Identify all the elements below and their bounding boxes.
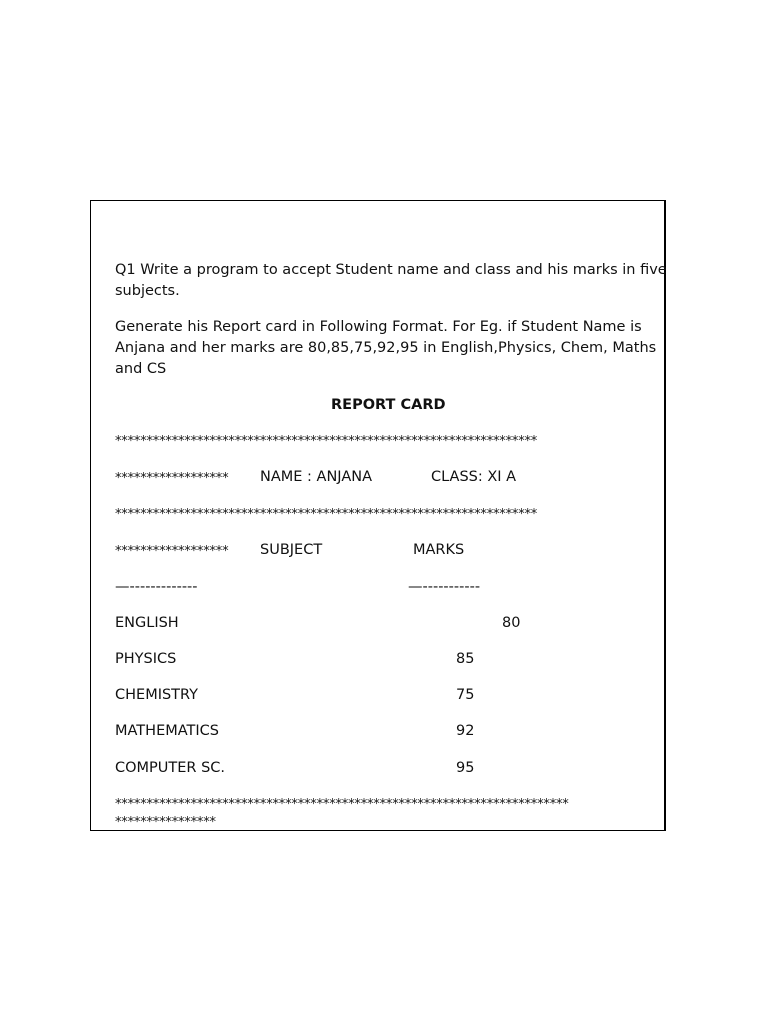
row-marks-english: 80 <box>502 615 521 631</box>
name-row-stars: ****************** <box>115 471 229 486</box>
stars-footer-1: ************************************************************************ <box>115 797 569 812</box>
subject-underline: —------------- <box>115 579 198 595</box>
subject-header: SUBJECT <box>260 542 323 558</box>
row-subject-mathematics: MATHEMATICS <box>115 723 219 739</box>
row-subject-computer-sc: COMPUTER SC. <box>115 760 226 776</box>
stars-divider-1: ******************************************************************* <box>115 434 538 449</box>
student-name: NAME : ANJANA <box>260 469 373 485</box>
question-details: Generate his Report card in Following Format. For Eg. if Student Name is Anjana and her marks are 80,85,75,92,95 in English,Physics, Chem, Maths and CS <box>115 319 657 377</box>
marks-header: MARKS <box>413 542 465 558</box>
row-marks-mathematics: 92 <box>456 723 475 739</box>
row-subject-english: ENGLISH <box>115 615 179 631</box>
report-title: REPORT CARD <box>331 397 446 413</box>
stars-divider-2: ******************************************************************* <box>115 507 538 522</box>
row-subject-physics: PHYSICS <box>115 651 177 667</box>
question-intro: Q1 Write a program to accept Student name and class and his marks in five subjects. <box>115 262 667 299</box>
subject-row-stars: ****************** <box>115 544 229 559</box>
row-marks-physics: 85 <box>456 651 475 667</box>
student-class: CLASS: XI A <box>431 469 517 485</box>
stars-footer-2: **************** <box>115 815 216 830</box>
row-marks-computer-sc: 95 <box>456 760 475 776</box>
row-marks-chemistry: 75 <box>456 687 475 703</box>
row-subject-chemistry: CHEMISTRY <box>115 687 199 703</box>
marks-underline: —----------- <box>408 579 481 595</box>
